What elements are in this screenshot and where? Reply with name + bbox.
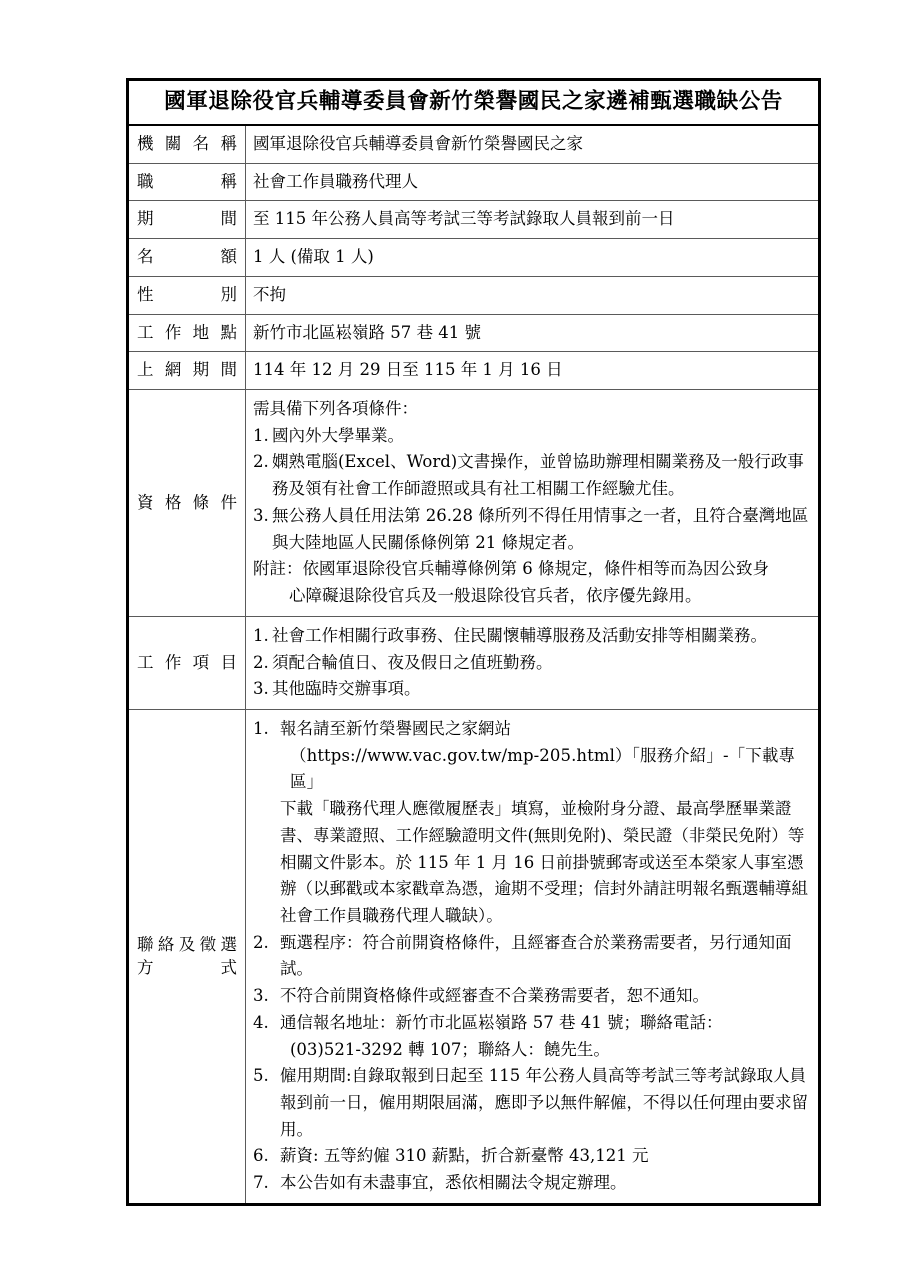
list-marker: 1.: [253, 718, 269, 738]
label-posting-period: 上網期間: [128, 352, 246, 390]
label-contact: 聯絡及徵選 方式: [128, 709, 246, 1204]
list-marker: 7.: [253, 1173, 269, 1193]
contact-application-detail: 下載「職務代理人應徵履歷表」填寫，並檢附身分證、最高學歷畢業證書、專業證照、工作經驗證明文件(無則免附)、榮民證（非榮民免附）等相關文件影本。於 115 年 1 月 16 日前掛號郵寄或送至本榮家人事室憑辦（以郵戳或本家戳章為憑，逾期不受理；信封外請註明報名甄選輔導組社會工作員職務代理人職缺）。: [280, 799, 808, 925]
contact-phone: (03)521-3292 轉 107；聯絡人：饒先生。: [290, 1039, 610, 1059]
list-marker: 1.: [253, 625, 269, 645]
list-item: [253, 503, 812, 556]
contact-website-intro: 報名請至新竹榮譽國民之家網站: [280, 718, 511, 738]
value-contact: [246, 709, 820, 1204]
contact-closing-note: 本公告如有未盡事宜，悉依相關法令規定辦理。: [280, 1173, 627, 1193]
list-text: 須配合輪值日、夜及假日之值班勤務。: [272, 652, 553, 672]
job-duties-list: [253, 623, 812, 703]
value-gender: 不拘: [246, 276, 820, 314]
contact-list: [253, 716, 812, 1197]
contact-website-url[interactable]: （https://www.vac.gov.tw/mp-205.html）「服務介紹」-「下載專區」: [290, 745, 796, 792]
value-job-title: 社會工作員職務代理人: [246, 163, 820, 201]
value-openings: 1 人 (備取 1 人): [246, 239, 820, 277]
list-marker: 3.: [253, 986, 269, 1006]
list-marker: 4.: [253, 1012, 269, 1032]
table-row-posting-period: [128, 352, 820, 390]
value-agency: 國軍退除役官兵輔導委員會新竹榮譽國民之家: [246, 125, 820, 163]
list-marker: 5.: [253, 1066, 269, 1086]
table-row-title: [128, 80, 820, 125]
page-title: 國軍退除役官兵輔導委員會新竹榮譽國民之家遴補甄選職缺公告: [128, 80, 820, 125]
list-marker: 1.: [253, 425, 269, 445]
table-row-openings: [128, 239, 820, 277]
list-item: [253, 650, 812, 677]
list-item: [253, 930, 812, 983]
list-marker: 2.: [253, 932, 269, 952]
list-text: 不符合前開資格條件或經審查不合業務需要者，恕不通知。: [280, 986, 709, 1006]
list-item: [253, 983, 812, 1010]
table-row-agency: [128, 125, 820, 163]
list-item: [253, 716, 812, 930]
list-item: [253, 449, 812, 502]
list-text: 社會工作相關行政事務、住民關懷輔導服務及活動安排等相關業務。: [272, 625, 767, 645]
table-row-job-title: [128, 163, 820, 201]
label-job-duties: 工作項目: [128, 616, 246, 709]
label-gender: 性別: [128, 276, 246, 314]
label-qualifications: 資格條件: [128, 390, 246, 617]
qualifications-note: [253, 556, 812, 609]
label-job-title: 職稱: [128, 163, 246, 201]
list-item: [253, 1063, 812, 1143]
list-text: 其他臨時交辦事項。: [272, 679, 421, 699]
value-qualifications: [246, 390, 820, 617]
contact-employment-term: 僱用期間:自錄取報到日起至 115 年公務人員高等考試三等考試錄取人員報到前一日，僱用期限屆滿，應即予以無件解僱，不得以任何理由要求留用。: [280, 1066, 808, 1139]
label-agency: 機關名稱: [128, 125, 246, 163]
list-text: 無公務人員任用法第 26.28 條所列不得任用情事之一者，且符合臺灣地區與大陸地區人民關係條例第 21 條規定者。: [272, 505, 809, 552]
list-text: 國內外大學畢業。: [272, 425, 404, 445]
list-item: [253, 676, 812, 703]
list-item: [253, 1143, 812, 1170]
value-work-location: 新竹市北區崧嶺路 57 巷 41 號: [246, 314, 820, 352]
qualifications-intro: 需具備下列各項條件：: [253, 399, 418, 419]
value-job-duties: [246, 616, 820, 709]
label-openings: 名額: [128, 239, 246, 277]
table-row-work-location: [128, 314, 820, 352]
contact-salary: 薪資: 五等約僱 310 薪點，折合新臺幣 43,121 元: [280, 1146, 649, 1166]
list-item: [253, 1010, 812, 1063]
table-row-period: [128, 201, 820, 239]
label-work-location: 工作地點: [128, 314, 246, 352]
note-head: 附註：依國軍退除役官兵輔導條例第 6 條規定，條件相等而為因公致身: [253, 559, 769, 579]
list-item: [253, 623, 812, 650]
contact-mailing-address: 通信報名地址：新竹市北區崧嶺路 57 巷 41 號；聯絡電話：: [280, 1012, 723, 1032]
list-text: 甄選程序：符合前開資格條件，且經審查合於業務需要者，另行通知面試。: [280, 932, 792, 979]
list-text: 嫻熟電腦(Excel、Word)文書操作，並曾協助辦理相關業務及一般行政事務及領有社會工作師證照或具有社工相關工作經驗尤佳。: [272, 452, 804, 499]
list-marker: 3.: [253, 505, 269, 525]
qualifications-list: [253, 423, 812, 610]
list-marker: 6.: [253, 1146, 269, 1166]
table-row-qualifications: [128, 390, 820, 617]
list-marker: 2.: [253, 452, 269, 472]
list-marker: 3.: [253, 679, 269, 699]
table-row-job-duties: [128, 616, 820, 709]
table-row-contact: [128, 709, 820, 1204]
list-marker: 2.: [253, 652, 269, 672]
value-period: 至 115 年公務人員高等考試三等考試錄取人員報到前一日: [246, 201, 820, 239]
list-item: [253, 423, 812, 450]
list-item: [253, 1170, 812, 1197]
table-row-gender: [128, 276, 820, 314]
note-tail: 心障礙退除役官兵及一般退除役官兵者，依序優先錄用。: [289, 586, 702, 606]
value-posting-period: 114 年 12 月 29 日至 115 年 1 月 16 日: [246, 352, 820, 390]
label-period: 期間: [128, 201, 246, 239]
job-announcement-table: [126, 78, 821, 1206]
